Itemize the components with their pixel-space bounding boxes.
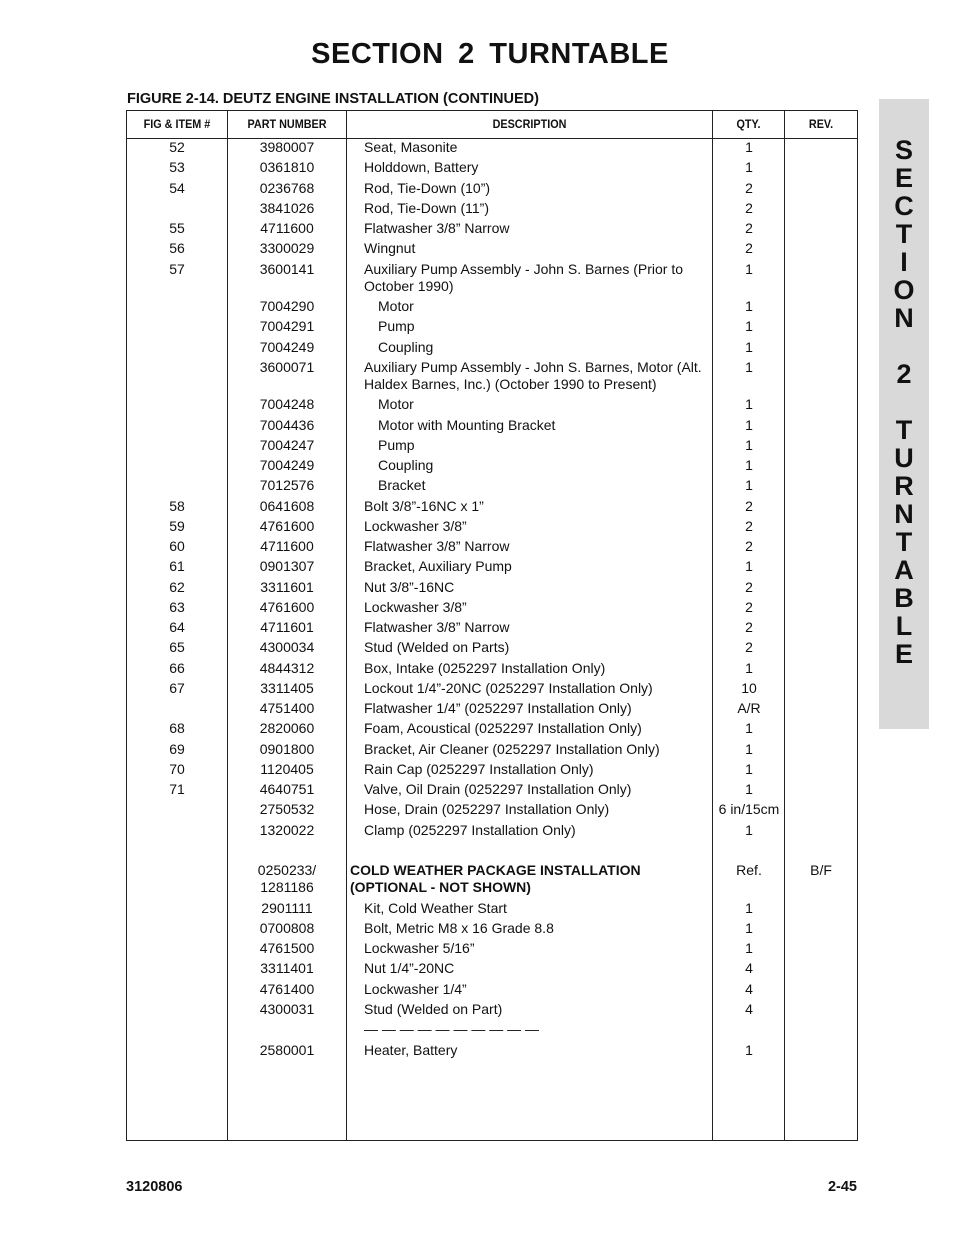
fig-item-cell: 69	[169, 741, 185, 757]
part-number-cell: 7004436	[259, 417, 315, 433]
description-cell: Rod, Tie-Down (10”)	[364, 180, 491, 196]
qty-cell: 1	[745, 318, 753, 334]
qty-cell: 1	[745, 761, 753, 777]
description-cell: Flatwasher 3/8” Narrow	[364, 220, 510, 236]
qty-cell: 1	[745, 920, 753, 936]
part-number-cell: 1320022	[259, 822, 315, 838]
description-cell: Nut 1/4”-20NC	[364, 960, 455, 976]
fig-item-cell: 66	[169, 660, 185, 676]
description-cell: Kit, Cold Weather Start	[364, 900, 507, 916]
header-description: DESCRIPTION	[492, 117, 567, 131]
description-cell: Lockout 1/4”-20NC (0252297 Installation Only)	[364, 680, 653, 696]
description-cell: Box, Intake (0252297 Installation Only)	[364, 660, 606, 676]
description-cell: Bracket	[378, 477, 426, 493]
description-cell: Clamp (0252297 Installation Only)	[364, 822, 576, 838]
side-tab-letter: O	[893, 275, 915, 305]
side-tab-letter: T	[895, 527, 913, 557]
side-tab-letter: S	[894, 135, 913, 165]
description-cell: Heater, Battery	[364, 1042, 458, 1058]
qty-cell: 4	[745, 960, 753, 976]
qty-cell: 2	[745, 220, 753, 236]
part-number-cell: 0236768	[259, 180, 315, 196]
side-tab-letter: T	[895, 219, 913, 249]
description-cell: Motor	[378, 298, 414, 314]
part-number-cell: 2820060	[259, 720, 315, 736]
part-number-cell: 0361810	[259, 159, 315, 175]
qty-cell: 1	[745, 457, 753, 473]
part-number-cell: 4300031	[259, 1001, 315, 1017]
part-number-cell: 2750532	[259, 801, 315, 817]
fig-item-cell: 71	[169, 781, 185, 797]
parts-table	[126, 110, 858, 1141]
qty-cell: 1	[745, 558, 753, 574]
qty-cell: 1	[745, 741, 753, 757]
part-number-cell: 0641608	[259, 498, 315, 514]
fig-item-cell: 57	[169, 261, 185, 277]
part-number-cell: 3311405	[260, 680, 314, 696]
column-divider	[346, 111, 347, 1140]
description-cell: Coupling	[378, 457, 434, 473]
part-number-cell: 4844312	[259, 660, 315, 676]
fig-item-cell: 61	[169, 558, 185, 574]
qty-cell: 2	[745, 599, 753, 615]
qty-cell: 1	[745, 139, 753, 155]
fig-item-cell: 52	[169, 139, 185, 155]
figure-title: FIGURE 2-14. DEUTZ ENGINE INSTALLATION (CONTINUED)	[127, 91, 539, 107]
qty-cell: 1	[745, 940, 753, 956]
description-cell: Wingnut	[364, 240, 416, 256]
part-number-cell: 3300029	[259, 240, 315, 256]
qty-cell: 1	[745, 396, 753, 412]
qty-cell: 1	[745, 477, 753, 493]
description-cell: Flatwasher 3/8” Narrow	[364, 619, 510, 635]
fig-item-cell: 59	[169, 518, 185, 534]
qty-cell: Ref.	[736, 862, 762, 878]
description-cell: — — — — — — — — — —	[364, 1021, 540, 1037]
header-qty: QTY.	[736, 117, 761, 131]
section-title: SECTION 2 TURNTABLE	[311, 38, 669, 70]
description-cell: Bolt, Metric M8 x 16 Grade 8.8	[364, 920, 554, 936]
qty-cell: 10	[741, 680, 757, 696]
part-number-cell: 4711600	[260, 220, 314, 236]
fig-item-cell: 58	[169, 498, 185, 514]
fig-item-cell: 55	[169, 220, 185, 236]
part-number-cell: 4300034	[259, 639, 315, 655]
description-cell: Coupling	[378, 339, 434, 355]
side-tab-letter: U	[894, 443, 914, 473]
description-cell: Nut 3/8”-16NC	[364, 579, 455, 595]
description-cell: Foam, Acoustical (0252297 Installation Only)	[364, 720, 642, 736]
header-part-number: PART NUMBER	[247, 117, 327, 131]
description-cell: Flatwasher 3/8” Narrow	[364, 538, 510, 554]
description-cell: Bracket, Auxiliary Pump	[364, 558, 512, 574]
part-number-cell: 7004290	[259, 298, 315, 314]
qty-cell: 4	[745, 981, 753, 997]
fig-item-cell: 65	[169, 639, 185, 655]
fig-item-cell: 53	[169, 159, 185, 175]
qty-cell: 1	[745, 339, 753, 355]
description-cell: Lockwasher 3/8”	[364, 599, 467, 615]
qty-cell: 2	[745, 518, 753, 534]
description-cell: Bracket, Air Cleaner (0252297 Installation Only)	[364, 741, 660, 757]
fig-item-cell: 70	[169, 761, 185, 777]
fig-item-cell: 64	[169, 619, 185, 635]
part-number-cell: 4711600	[260, 538, 314, 554]
qty-cell: A/R	[737, 700, 761, 716]
qty-cell: 1	[745, 159, 753, 175]
side-tab-letter: C	[894, 191, 914, 221]
side-tab-letter: T	[895, 415, 913, 445]
qty-cell: 2	[745, 639, 753, 655]
part-number-cell: 0901307	[259, 558, 315, 574]
qty-cell: 1	[745, 298, 753, 314]
part-number-cell: 2901111	[261, 900, 313, 916]
rev-cell: B/F	[810, 862, 832, 878]
description-cell: Pump	[378, 437, 415, 453]
part-number-cell: 7012576	[259, 477, 315, 493]
side-tab-letter: E	[894, 639, 913, 669]
qty-cell: 1	[745, 900, 753, 916]
qty-cell: 2	[745, 538, 753, 554]
qty-cell: 4	[745, 1001, 753, 1017]
part-number-cell: 7004247	[259, 437, 315, 453]
side-tab-letter: N	[894, 499, 914, 529]
description-cell: Holddown, Battery	[364, 159, 479, 175]
qty-cell: 2	[745, 619, 753, 635]
fig-item-cell: 56	[169, 240, 185, 256]
part-number-cell: 0901800	[259, 741, 315, 757]
description-cell: Bolt 3/8”-16NC x 1”	[364, 498, 484, 514]
part-number-cell: 3980007	[259, 139, 315, 155]
side-tab-letter: 2	[896, 359, 912, 389]
part-number-cell: 0250233/ 1281186	[257, 862, 317, 895]
qty-cell: 6 in/15cm	[718, 801, 780, 817]
qty-cell: 2	[745, 240, 753, 256]
description-cell: Pump	[378, 318, 415, 334]
description-cell: Seat, Masonite	[364, 139, 458, 155]
part-number-cell: 3600071	[259, 359, 315, 375]
part-number-cell: 4761400	[259, 981, 315, 997]
section-side-tab	[879, 99, 929, 729]
description-cell: Motor with Mounting Bracket	[378, 417, 556, 433]
description-cell: Lockwasher 3/8”	[364, 518, 467, 534]
description-cell: Hose, Drain (0252297 Installation Only)	[364, 801, 610, 817]
part-number-cell: 3311401	[260, 960, 314, 976]
qty-cell: 2	[745, 579, 753, 595]
description-cell: Rain Cap (0252297 Installation Only)	[364, 761, 594, 777]
side-tab-letter: I	[900, 247, 908, 277]
part-number-cell: 4751400	[259, 700, 315, 716]
part-number-cell: 7004249	[259, 457, 315, 473]
part-number-cell: 1120405	[260, 761, 314, 777]
description-cell: Lockwasher 1/4”	[364, 981, 467, 997]
side-tab-letter: L	[895, 611, 913, 641]
part-number-cell: 4640751	[259, 781, 315, 797]
qty-cell: 1	[745, 720, 753, 736]
description-cell: Stud (Welded on Parts)	[364, 639, 510, 655]
description-cell: Motor	[378, 396, 414, 412]
side-tab-letter: A	[894, 555, 914, 585]
fig-item-cell: 68	[169, 720, 185, 736]
qty-cell: 1	[745, 1042, 753, 1058]
qty-cell: 2	[745, 498, 753, 514]
side-tab-letter: E	[894, 163, 913, 193]
description-cell: Rod, Tie-Down (11”)	[364, 200, 490, 216]
fig-item-cell: 63	[169, 599, 185, 615]
part-number-cell: 3311601	[260, 579, 314, 595]
description-cell: Flatwasher 1/4” (0252297 Installation Only)	[364, 700, 632, 716]
fig-item-cell: 62	[169, 579, 185, 595]
description-cell: Auxiliary Pump Assembly - John S. Barnes, Motor (Alt. Haldex Barnes, Inc.) (October 1990 to Present)	[364, 359, 702, 392]
description-cell: Lockwasher 5/16”	[364, 940, 475, 956]
description-cell: COLD WEATHER PACKAGE INSTALLATION (OPTIONAL - NOT SHOWN)	[350, 862, 641, 895]
part-number-cell: 7004249	[259, 339, 315, 355]
part-number-cell: 4761500	[259, 940, 315, 956]
document-number: 3120806	[126, 1179, 183, 1195]
part-number-cell: 4711601	[260, 619, 314, 635]
qty-cell: 1	[745, 822, 753, 838]
header-fig-item: FIG & ITEM #	[143, 117, 211, 131]
part-number-cell: 7004248	[259, 396, 315, 412]
fig-item-cell: 67	[169, 680, 185, 696]
qty-cell: 1	[745, 781, 753, 797]
side-tab-letter: B	[894, 583, 914, 613]
qty-cell: 1	[745, 359, 753, 375]
part-number-cell: 3600141	[259, 261, 315, 277]
description-cell: Stud (Welded on Part)	[364, 1001, 503, 1017]
qty-cell: 1	[745, 660, 753, 676]
part-number-cell: 3841026	[259, 200, 315, 216]
fig-item-cell: 54	[169, 180, 185, 196]
side-tab-letter: N	[894, 303, 914, 333]
qty-cell: 1	[745, 437, 753, 453]
qty-cell: 1	[745, 417, 753, 433]
description-cell: Auxiliary Pump Assembly - John S. Barnes (Prior to October 1990)	[364, 261, 684, 294]
side-tab-letter: R	[894, 471, 914, 501]
part-number-cell: 2580001	[259, 1042, 315, 1058]
part-number-cell: 7004291	[259, 318, 315, 334]
fig-item-cell: 60	[169, 538, 185, 554]
qty-cell: 2	[745, 200, 753, 216]
qty-cell: 1	[745, 261, 753, 277]
qty-cell: 2	[745, 180, 753, 196]
header-rev: REV.	[808, 117, 834, 131]
part-number-cell: 0700808	[259, 920, 315, 936]
part-number-cell: 4761600	[259, 599, 315, 615]
description-cell: Valve, Oil Drain (0252297 Installation Only)	[364, 781, 632, 797]
page-number: 2-45	[827, 1179, 857, 1195]
part-number-cell: 4761600	[259, 518, 315, 534]
